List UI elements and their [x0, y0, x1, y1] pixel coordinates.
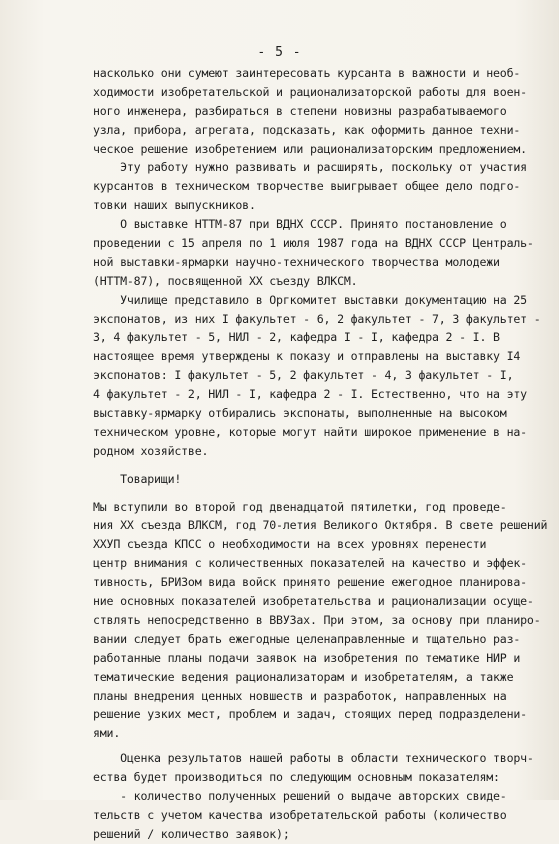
text-line: 3, 4 факультет - 5, НИЛ - 2, кафедра I - I, кафедра 2 - I. В — [93, 330, 500, 345]
text-line: ходимости изобретательской и рационализаторской работы для воен- — [93, 84, 527, 99]
text-line: экспонатов, из них I факультет - 6, 2 факультет - 7, 3 факультет - — [93, 311, 541, 326]
text-line: О выставке НТТМ-87 при ВДНХ СССР. Принято постановление о — [93, 217, 507, 232]
text-line: товки наших выпускников. — [93, 198, 256, 213]
paragraph-gap — [93, 489, 555, 498]
text-line: ствлять непосредственно в ВВУЗах. При этом, за основу при планиро- — [93, 612, 541, 627]
text-line: насколько они сумеют заинтересовать курсанта в важности и необ- — [93, 66, 521, 80]
text-line: ества будет производиться по следующим основным показателям: — [93, 770, 500, 785]
text-line: ния XX съезда ВЛКСМ, год 70-летия Великого Октября. В свете решений — [93, 518, 548, 533]
text-line: Училище представило в Оргкомитет выставки документацию на 25 — [93, 292, 527, 307]
page-number: - 5 - — [257, 45, 302, 60]
text-line: узла, прибора, агрегата, подсказать, как оформить данное техни- — [93, 122, 521, 137]
text-line: тивность, БРИЗом вида войск принято решение ежегодное планирова- — [93, 575, 527, 590]
text-line: ями. — [93, 726, 121, 741]
text-line: ХХУП съезда КПСС о необходимости на всех уровнях перенести — [93, 537, 487, 552]
text-line: ного инженера, разбираться в степени новизны разрабатываемого — [93, 103, 507, 118]
text-line: 4 факультет - 2, НИЛ - I, кафедра 2 - I. Естественно, что на эту — [93, 387, 527, 402]
text-line: Оценка результатов нашей работы в области технического творч- — [93, 751, 534, 766]
text-line: ческое решение изобретением или рационализаторским предложением. — [93, 141, 527, 156]
text-line: Мы вступили во второй год двенадцатой пятилетки, год проведе- — [93, 499, 507, 514]
text-line: родном хозяйстве. — [93, 443, 209, 458]
text-line: выставку-ярмарку отбирались экспонаты, выполненные на высоком — [93, 406, 507, 421]
text-line: - количество полученных решений о выдаче авторских свиде- — [93, 788, 507, 803]
text-line: курсантов в техническом творчестве выигрывает общее дело подго- — [93, 179, 521, 194]
text-line: ние основных показателей изобретательства и рационализации осуще- — [93, 594, 534, 609]
text-line: Товарищи! — [93, 471, 182, 486]
text-line: центр внимания с количественных показателей на качество и эффек- — [93, 556, 527, 571]
text-line: решение узких мест, проблем и задач, стоящих перед подразделени- — [93, 707, 527, 722]
text-line: Эту работу нужно развивать и расширять, поскольку от участия — [93, 160, 527, 175]
paragraph-gap — [93, 461, 555, 470]
text-line: экспонатов: I факультет - 5, 2 факультет - 4, 3 факультет - I, — [93, 368, 514, 383]
text-line: проведении с 15 апреля по 1 июля 1987 года на ВДНХ СССР Централь- — [93, 236, 534, 251]
text-line: ной выставки-ярмарки научно-технического творчества молодежи — [93, 254, 500, 269]
text-line: тельств с учетом качества изобретательской работы (количество — [93, 807, 507, 822]
text-line: решений / количество заявок); — [93, 826, 290, 841]
document-body — [93, 64, 555, 844]
text-line: (НТТМ-87), посвященной XX съезду ВЛКСМ. — [93, 273, 358, 288]
text-line: техническом уровне, которые могут найти широкое применение в на- — [93, 424, 527, 439]
text-line: настоящее время утверждены к показу и отправлены на выставку I4 — [93, 349, 521, 364]
text-line: работанные планы подачи заявок на изобретения по тематике НИР и — [93, 650, 521, 665]
text-line: планы внедрения ценных новшеств и разработок, направленных на — [93, 688, 507, 703]
text-line: тематические ведения рационализаторам и изобретателям, а также — [93, 669, 514, 684]
text-line: вании следует брать ежегодные целенаправленные и тщательно раз- — [93, 631, 521, 646]
